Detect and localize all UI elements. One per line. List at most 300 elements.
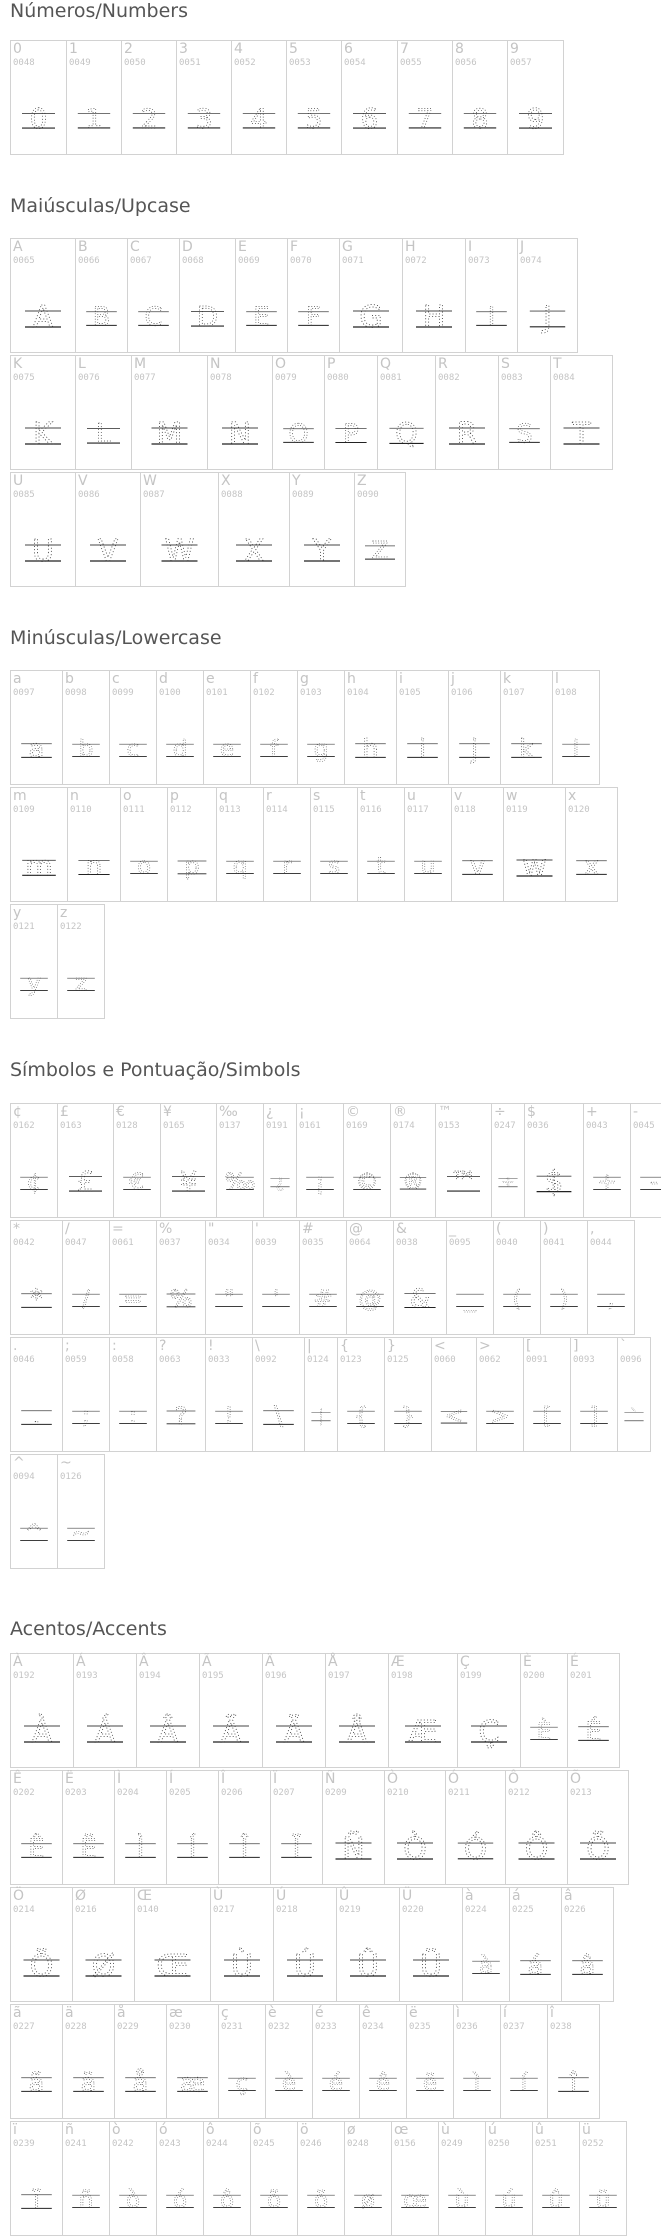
glyph-cell: [207, 355, 273, 470]
glyph-cell: [297, 670, 345, 785]
glyph-cell: [451, 787, 504, 902]
dotted-glyph: m: [25, 849, 53, 883]
glyph-code-label: 0238: [550, 2022, 572, 2032]
dotted-glyph: Ö: [29, 1949, 54, 1984]
dotted-glyph-preview: [211, 1938, 273, 1992]
glyph-cell: [397, 40, 453, 155]
glyph-character-label: z: [60, 905, 68, 921]
glyph-character-label: ¢: [13, 1104, 22, 1120]
dotted-glyph: 9: [526, 103, 545, 136]
glyph-character-label: B: [78, 239, 88, 255]
dotted-glyph: Ë: [80, 1834, 97, 1865]
dotted-glyph-preview: [264, 1154, 296, 1208]
dotted-glyph: V: [97, 534, 119, 569]
glyph-code-label: 0118: [454, 805, 476, 815]
glyph-character-label: N: [210, 356, 221, 372]
dotted-glyph-preview: [446, 1821, 505, 1875]
glyph-cell: [567, 1653, 620, 1768]
glyph-code-label: 0225: [512, 1905, 534, 1915]
glyph-code-label: 0202: [13, 1788, 35, 1798]
glyph-code-label: 0058: [112, 1355, 134, 1365]
glyph-cell: [73, 1653, 137, 1768]
dotted-glyph-preview: [177, 91, 231, 145]
glyph-row: [10, 1770, 628, 1887]
glyph-cell: [491, 1103, 525, 1218]
dotted-glyph: Í: [188, 1834, 197, 1865]
glyph-code-label: 0121: [13, 922, 35, 932]
glyph-character-label: C: [130, 239, 140, 255]
glyph-cell: [10, 1653, 74, 1768]
dotted-glyph-preview: [157, 2172, 203, 2226]
dotted-glyph: ®: [402, 1170, 424, 1196]
glyph-character-label: r: [266, 788, 272, 804]
dotted-glyph: &: [409, 1284, 431, 1315]
dotted-glyph: ,: [607, 1286, 615, 1313]
glyph-row: [10, 670, 599, 787]
glyph-character-label: ë: [409, 2005, 418, 2021]
glyph-code-label: 0083: [501, 373, 523, 383]
dotted-glyph-preview: [251, 721, 297, 775]
glyph-cell: [10, 2004, 63, 2119]
dotted-glyph: o: [136, 853, 152, 880]
dotted-glyph: F: [306, 302, 321, 333]
dotted-glyph-preview: [345, 2172, 391, 2226]
dotted-glyph-preview: [135, 1938, 210, 1992]
glyph-cell: [287, 238, 340, 353]
dotted-glyph: ü: [595, 2187, 611, 2214]
dotted-glyph-preview: [167, 2055, 218, 2109]
dotted-glyph-preview: [63, 1271, 109, 1325]
glyph-cell: [62, 670, 110, 785]
dotted-glyph: b: [78, 736, 94, 763]
glyph-character-label: ï: [13, 2122, 17, 2138]
glyph-character-label: ó: [159, 2122, 168, 2138]
dotted-glyph: h: [362, 734, 379, 765]
dotted-glyph-preview: [232, 91, 286, 145]
dotted-glyph-preview: [110, 2172, 156, 2226]
glyph-character-label: ,: [590, 1221, 595, 1237]
dotted-glyph-preview: [548, 2055, 599, 2109]
dotted-glyph-preview: [385, 1821, 445, 1875]
dotted-glyph-preview: [486, 2172, 532, 2226]
dotted-glyph: ø: [360, 2187, 376, 2214]
glyph-code-label: 0082: [438, 373, 460, 383]
glyph-cell: [10, 1887, 73, 2002]
glyph-character-label: `: [620, 1338, 627, 1354]
glyph-cell: [445, 1770, 506, 1885]
dotted-glyph-preview: [157, 1388, 205, 1442]
dotted-glyph-preview: [11, 91, 66, 145]
dotted-glyph-preview: [298, 2172, 344, 2226]
dotted-glyph: v: [469, 851, 486, 882]
glyph-cell: [399, 1887, 463, 2002]
dotted-glyph-preview: [253, 1388, 304, 1442]
dotted-glyph-preview: [453, 91, 507, 145]
glyph-code-label: 0213: [570, 1788, 592, 1798]
glyph-code-label: 0206: [221, 1788, 243, 1798]
glyph-code-label: 0200: [523, 1671, 545, 1681]
glyph-character-label: Z: [357, 473, 367, 489]
glyph-code-label: 0077: [134, 373, 156, 383]
glyph-cell: [505, 1770, 568, 1885]
glyph-character-label: í: [503, 2005, 507, 2021]
glyph-code-label: 0137: [219, 1121, 241, 1131]
dotted-glyph-preview: [73, 1938, 134, 1992]
glyph-character-label: ö: [300, 2122, 309, 2138]
glyph-character-label: ì: [456, 2005, 460, 2021]
glyph-character-label: [: [526, 1338, 532, 1354]
glyph-code-label: 0044: [590, 1238, 612, 1248]
dotted-glyph-preview: [392, 2172, 438, 2226]
dotted-glyph-preview: [345, 721, 396, 775]
glyph-cell: [391, 2121, 439, 2236]
glyph-code-label: 0039: [255, 1238, 277, 1248]
glyph-code-label: 0230: [169, 2022, 191, 2032]
glyph-character-label: ": [208, 1221, 215, 1237]
dotted-glyph-preview: [161, 1154, 216, 1208]
glyph-cell: [452, 40, 508, 155]
dotted-glyph: y: [27, 970, 41, 997]
dotted-glyph: -: [649, 1169, 659, 1196]
glyph-character-label: æ: [169, 2005, 183, 2021]
dotted-glyph-preview: [337, 1938, 399, 1992]
dotted-glyph: s: [328, 853, 340, 880]
dotted-glyph-preview: [115, 1821, 166, 1875]
glyph-character-label: g: [300, 671, 309, 687]
dotted-glyph-preview: [385, 1388, 431, 1442]
glyph-cell: [547, 2004, 600, 2119]
glyph-character-label: w: [506, 788, 518, 804]
glyph-character-label: Æ: [391, 1654, 405, 1670]
dotted-glyph-preview: [58, 955, 104, 1009]
dotted-glyph-preview: [58, 1505, 104, 1559]
dotted-glyph-preview: [206, 1388, 252, 1442]
glyph-cell: [431, 1337, 477, 1452]
glyph-character-label: h: [347, 671, 356, 687]
dotted-glyph: ù: [454, 2187, 470, 2214]
glyph-code-label: 0218: [276, 1905, 298, 1915]
dotted-glyph: Õ: [586, 1832, 610, 1867]
dotted-glyph: õ: [266, 2187, 282, 2214]
dotted-glyph-preview: [398, 91, 452, 145]
dotted-glyph: l: [572, 736, 580, 763]
dotted-glyph-preview: [76, 289, 127, 343]
glyph-row: [10, 1653, 619, 1770]
dotted-glyph-preview: [11, 523, 75, 577]
dotted-glyph: ;: [82, 1403, 90, 1430]
glyph-cell: [404, 787, 452, 902]
dotted-glyph-preview: [447, 1271, 493, 1325]
glyph-cell: [10, 1220, 63, 1335]
glyph-character-label: ®: [393, 1104, 407, 1120]
dotted-glyph-preview: [114, 1154, 160, 1208]
glyph-character-label: K: [13, 356, 23, 372]
dotted-glyph: W: [164, 534, 195, 569]
glyph-cell: [216, 1103, 264, 1218]
dotted-glyph: È: [536, 1719, 552, 1746]
glyph-character-label: D: [182, 239, 193, 255]
glyph-character-label: +: [586, 1104, 598, 1120]
glyph-cell: [167, 787, 217, 902]
dotted-glyph-preview: [68, 838, 120, 892]
glyph-character-label: G: [342, 239, 353, 255]
glyph-character-label: |: [307, 1338, 312, 1354]
glyph-code-label: 0161: [299, 1121, 321, 1131]
glyph-cell: [503, 787, 566, 902]
section-title: Acentos/Accents: [10, 1618, 167, 1640]
dotted-glyph: Ø: [91, 1949, 116, 1984]
dotted-glyph: I: [487, 302, 496, 333]
glyph-cell: [630, 1103, 661, 1218]
dotted-glyph: ò: [125, 2187, 141, 2214]
dotted-glyph: 3: [195, 103, 213, 135]
dotted-glyph-preview: [11, 2172, 62, 2226]
glyph-character-label: ¿: [266, 1104, 274, 1120]
dotted-glyph-preview: [323, 1821, 384, 1875]
dotted-glyph: ¡: [315, 1169, 325, 1196]
glyph-cell: [565, 787, 618, 902]
glyph-character-label: !: [208, 1338, 214, 1354]
dotted-glyph-preview: [273, 406, 324, 460]
dotted-glyph: Ú: [294, 1949, 316, 1984]
glyph-cell: [156, 1337, 206, 1452]
glyph-cell: [218, 2004, 266, 2119]
dotted-glyph: x: [583, 851, 600, 882]
glyph-character-label: Ì: [117, 1771, 122, 1787]
dotted-glyph: ": [223, 1286, 235, 1313]
glyph-code-label: 0103: [300, 688, 322, 698]
glyph-cell: [156, 1220, 206, 1335]
glyph-code-label: 0123: [340, 1355, 362, 1365]
dotted-glyph: œ: [403, 2187, 427, 2214]
glyph-code-label: 0217: [213, 1905, 235, 1915]
dotted-glyph: Ì: [136, 1834, 145, 1865]
dotted-glyph-preview: [298, 721, 344, 775]
glyph-cell: [550, 355, 613, 470]
glyph-code-label: 0162: [13, 1121, 35, 1131]
glyph-character-label: S: [501, 356, 510, 372]
glyph-code-label: 0239: [13, 2139, 35, 2149]
dotted-glyph-preview: [11, 838, 67, 892]
glyph-character-label: à: [465, 1888, 474, 1904]
section-title: Maiúsculas/Upcase: [10, 195, 191, 217]
dotted-glyph: $: [544, 1164, 564, 1199]
dotted-glyph-preview: [463, 1938, 509, 1992]
glyph-cell: [524, 1103, 584, 1218]
glyph-cell: [520, 1653, 568, 1768]
glyph-character-label: á: [512, 1888, 521, 1904]
glyph-code-label: 0045: [633, 1121, 655, 1131]
glyph-cell: [62, 1220, 110, 1335]
dotted-glyph-preview: [110, 721, 156, 775]
glyph-code-label: 0076: [78, 373, 100, 383]
glyph-cell: [203, 670, 251, 785]
dotted-glyph-preview: [389, 1704, 457, 1758]
glyph-character-label: ;: [65, 1338, 70, 1354]
dotted-glyph-preview: [551, 406, 612, 460]
dotted-glyph: €: [129, 1169, 145, 1196]
dotted-glyph-preview: [553, 721, 599, 775]
glyph-character-label: 9: [510, 41, 519, 57]
dotted-glyph-preview: [588, 1271, 634, 1325]
glyph-character-label: W: [143, 473, 157, 489]
glyph-character-label: >: [479, 1338, 491, 1354]
glyph-cell: [216, 787, 264, 902]
dotted-glyph: B: [92, 302, 111, 333]
glyph-character-label: b: [65, 671, 74, 687]
dotted-glyph: ]: [589, 1403, 599, 1430]
dotted-glyph-preview: [157, 1271, 205, 1325]
glyph-cell: [218, 472, 290, 587]
dotted-glyph: !: [224, 1403, 234, 1430]
dotted-glyph-preview: [494, 1271, 540, 1325]
dotted-glyph-preview: [571, 1388, 617, 1442]
glyph-cell: [462, 1887, 510, 2002]
glyph-character-label: }: [387, 1338, 396, 1354]
dotted-glyph: +: [597, 1169, 617, 1196]
dotted-glyph: d: [172, 736, 188, 763]
glyph-code-label: 0248: [347, 2139, 369, 2149]
dotted-glyph-preview: [11, 1821, 62, 1875]
dotted-glyph-preview: [63, 2055, 114, 2109]
glyph-character-label: Ä: [265, 1654, 275, 1670]
glyph-cell: [218, 1770, 271, 1885]
glyph-cell: [453, 2004, 501, 2119]
glyph-code-label: 0041: [543, 1238, 565, 1248]
glyph-cell: [457, 1653, 521, 1768]
glyph-cell: [10, 1337, 63, 1452]
dotted-glyph: .: [32, 1401, 41, 1432]
dotted-glyph-preview: [432, 1388, 476, 1442]
dotted-glyph: R: [456, 417, 478, 452]
dotted-glyph: Ó: [463, 1831, 488, 1866]
dotted-glyph: 0: [29, 103, 48, 136]
glyph-cell: [199, 1653, 263, 1768]
glyph-character-label: Â: [139, 1654, 149, 1670]
glyph-code-label: 0207: [273, 1788, 295, 1798]
glyph-character-label: Ñ: [325, 1771, 336, 1787]
glyph-cell: [120, 787, 168, 902]
dotted-glyph: á: [527, 1951, 544, 1982]
glyph-code-label: 0211: [448, 1788, 470, 1798]
glyph-cell: [109, 2121, 157, 2236]
dotted-glyph: Q: [395, 417, 418, 451]
glyph-code-label: 0051: [179, 58, 201, 68]
dotted-glyph: ': [272, 1286, 280, 1313]
dotted-glyph: w: [522, 849, 547, 884]
dotted-glyph-preview: [541, 1271, 587, 1325]
glyph-character-label: É: [570, 1654, 579, 1670]
dotted-glyph: Æ: [408, 1715, 438, 1750]
dotted-glyph: 6: [360, 103, 379, 136]
glyph-cell: [263, 1103, 297, 1218]
glyph-cell: [517, 238, 578, 353]
glyph-character-label: v: [454, 788, 463, 804]
dotted-glyph: u: [420, 853, 436, 880]
glyph-character-label: {: [340, 1338, 349, 1354]
glyph-cell: [322, 1770, 385, 1885]
glyph-cell: [344, 670, 397, 785]
glyph-code-label: 0072: [405, 256, 427, 266]
dotted-glyph: n: [85, 851, 103, 882]
glyph-cell: [273, 1887, 337, 2002]
glyph-code-label: 0091: [526, 1355, 548, 1365]
dotted-glyph: g: [313, 736, 329, 763]
glyph-character-label: ä: [65, 2005, 74, 2021]
glyph-cell: [485, 2121, 533, 2236]
dotted-glyph-preview: [584, 1154, 630, 1208]
glyph-character-label: <: [434, 1338, 446, 1354]
glyph-code-label: 0073: [468, 256, 490, 266]
glyph-character-label: Ú: [276, 1888, 287, 1904]
dotted-glyph-preview: [76, 406, 131, 460]
glyph-code-label: 0101: [206, 688, 228, 698]
glyph-code-label: 0236: [456, 2022, 478, 2032]
glyph-cell: [114, 2004, 167, 2119]
glyph-character-label: Ü: [402, 1888, 413, 1904]
dotted-glyph: <: [444, 1404, 464, 1430]
glyph-cell: [402, 238, 466, 353]
glyph-code-label: 0067: [130, 256, 152, 266]
dotted-glyph-preview: [11, 1938, 72, 1992]
glyph-code-label: 0246: [300, 2139, 322, 2149]
glyph-cell: [75, 355, 132, 470]
glyph-cell: [265, 2004, 313, 2119]
dotted-glyph-preview: [219, 1821, 270, 1875]
glyph-code-label: 0097: [13, 688, 35, 698]
glyph-code-label: 0117: [407, 805, 429, 815]
dotted-glyph-preview: [263, 1704, 325, 1758]
glyph-cell: [357, 787, 405, 902]
glyph-code-label: 0087: [143, 490, 165, 500]
dotted-glyph: c: [126, 736, 140, 763]
glyph-cell: [377, 355, 436, 470]
dotted-glyph: Œ: [156, 1949, 189, 1984]
dotted-glyph-preview: [264, 838, 310, 892]
dotted-glyph-preview: [63, 2172, 109, 2226]
dotted-glyph: ?: [174, 1401, 188, 1430]
glyph-code-label: 0100: [159, 688, 181, 698]
glyph-cell: [176, 40, 232, 155]
dotted-glyph-preview: [358, 838, 404, 892]
glyph-code-label: 0053: [289, 58, 311, 68]
dotted-glyph-preview: [504, 838, 565, 892]
dotted-glyph-preview: [477, 1388, 523, 1442]
dotted-glyph-preview: [11, 1388, 62, 1442]
glyph-code-label: 0042: [13, 1238, 35, 1248]
glyph-code-label: 0224: [465, 1905, 487, 1915]
dotted-glyph-preview: [11, 289, 75, 343]
glyph-character-label: :: [112, 1338, 117, 1354]
glyph-character-label: Ç: [460, 1654, 470, 1670]
dotted-glyph-preview: [562, 1938, 613, 1992]
glyph-row: [10, 355, 612, 472]
glyph-code-label: 0210: [387, 1788, 409, 1798]
dotted-glyph: ö: [313, 2187, 329, 2214]
dotted-glyph: ê: [375, 2070, 391, 2097]
dotted-glyph-preview: [405, 838, 451, 892]
dotted-glyph: /: [82, 1286, 90, 1313]
glyph-cell: [160, 1103, 217, 1218]
dotted-glyph-preview: [466, 289, 517, 343]
glyph-character-label: a: [13, 671, 22, 687]
glyph-row: [10, 787, 617, 904]
glyph-character-label: (: [496, 1221, 502, 1237]
glyph-character-label: Ï: [273, 1771, 278, 1787]
glyph-character-label: ô: [206, 2122, 215, 2138]
glyph-character-label: U: [13, 473, 24, 489]
glyph-code-label: 0233: [315, 2022, 337, 2032]
